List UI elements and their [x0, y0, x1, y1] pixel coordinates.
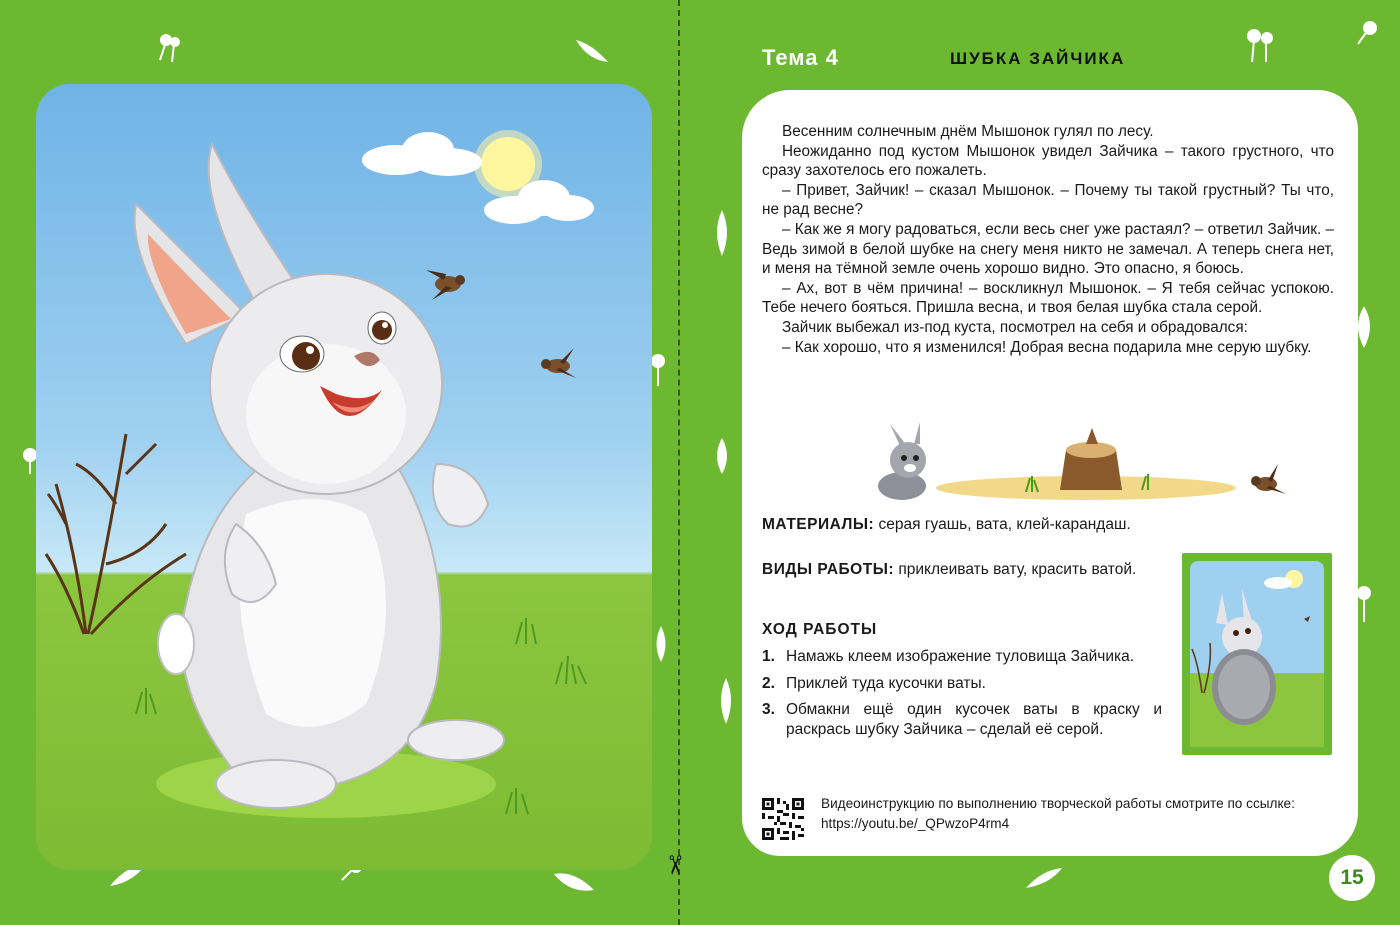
work-kinds-text: приклеивать вату, красить ватой. [898, 561, 1137, 578]
video-link[interactable]: https://youtu.be/_QPwzoP4rm4 [821, 816, 1010, 831]
materials-label: МАТЕРИАЛЫ: [762, 516, 875, 533]
bunny-character [135, 144, 504, 808]
story-paragraph: – Как хорошо, что я изменился! Добрая весна подарила мне серую шубку. [782, 338, 1312, 356]
dandelion-leaf-icon [712, 208, 732, 258]
step-text: Приклей туда кусочки ваты. [786, 674, 986, 692]
page-number: 15 [1329, 855, 1375, 901]
story-paragraph: – Ах, вот в чём причина! – воскликнул Мышонок. – Я тебя сейчас успокою. Тебе нечего бояться. Пришла весна, и твоя белая шубка стала серой. [762, 279, 1334, 317]
list-item [762, 674, 1162, 694]
topic-number: Тема 4 [762, 45, 839, 70]
story-paragraph: Весенним солнечным днём Мышонок гулял по лесу. [782, 123, 1154, 140]
materials-line [762, 516, 1131, 534]
work-steps-list [762, 647, 1162, 746]
bare-bush-icon [46, 434, 186, 634]
story-text [762, 122, 1334, 357]
tree-stump-icon [1060, 428, 1122, 490]
work-steps-heading: ХОД РАБОТЫ [762, 621, 878, 638]
step-number: 1. [762, 648, 775, 665]
bunny-illustration [36, 84, 652, 870]
page-title: ШУБКА ЗАЙЧИКА [950, 49, 1126, 68]
dandelion-leaf-icon [712, 436, 732, 476]
story-paragraph: Неожиданно под кустом Мышонок увидел Зайчика – такого грустного, что сразу захотелось его пожалеть. [762, 142, 1334, 180]
dandelion-icon [1240, 24, 1280, 64]
materials-text: серая гуашь, вата, клей-карандаш. [878, 516, 1131, 533]
video-instruction [821, 794, 1301, 834]
sparrow-icon [541, 348, 576, 378]
story-illustration-strip [860, 420, 1300, 510]
work-kinds [762, 560, 1162, 580]
story-paragraph: – Как же я могу радоваться, если весь снег уже растаял? – ответил Зайчик. – Ведь зимой в белой шубке на снегу меня никто не замечал. А теперь снега нет, и меня на тёмной земле очень хорошо видно. Это опасно, я боюсь. [762, 220, 1334, 278]
story-paragraph: Зайчик выбежал из-под куста, посмотрел на себя и обрадовался: [782, 318, 1248, 336]
dandelion-leaf-icon [716, 676, 736, 726]
scissors-icon: ✂ [658, 854, 689, 876]
dandelion-leaf-icon [1024, 866, 1064, 890]
step-text: Намажь клеем изображение туловища Зайчика. [786, 648, 1135, 665]
work-kinds-label: ВИДЫ РАБОТЫ: [762, 561, 895, 578]
dandelion-icon [152, 30, 186, 66]
spring-meadow-scene [36, 84, 652, 870]
finished-craft-thumbnail [1182, 553, 1332, 755]
list-item [762, 700, 1162, 739]
step-number: 2. [762, 674, 775, 692]
sun-icon [481, 137, 535, 191]
list-item [762, 647, 1162, 667]
story-paragraph: – Привет, Зайчик! – сказал Мышонок. – Почему ты такой грустный? Ты что, не рад весне? [762, 181, 1334, 219]
small-bunny-icon [878, 422, 926, 500]
dandelion-icon [1352, 18, 1382, 48]
page-fold-line [678, 0, 680, 925]
step-text: Обмакни ещё один кусочек ваты в краску и раскрась шубку Зайчика – сделай её серой. [786, 701, 1162, 738]
step-number: 3. [762, 701, 775, 718]
qr-code-icon[interactable] [762, 798, 804, 840]
dandelion-leaf-icon [552, 868, 596, 894]
dandelion-leaf-icon [574, 36, 610, 66]
cloud-icon [362, 132, 482, 176]
sparrow-icon [426, 270, 465, 300]
sparrow-icon [1251, 464, 1286, 494]
video-instruction-text: Видеоинструкцию по выполнению творческой работы смотрите по ссылке: [821, 796, 1295, 811]
dandelion-leaf-icon [652, 624, 670, 664]
